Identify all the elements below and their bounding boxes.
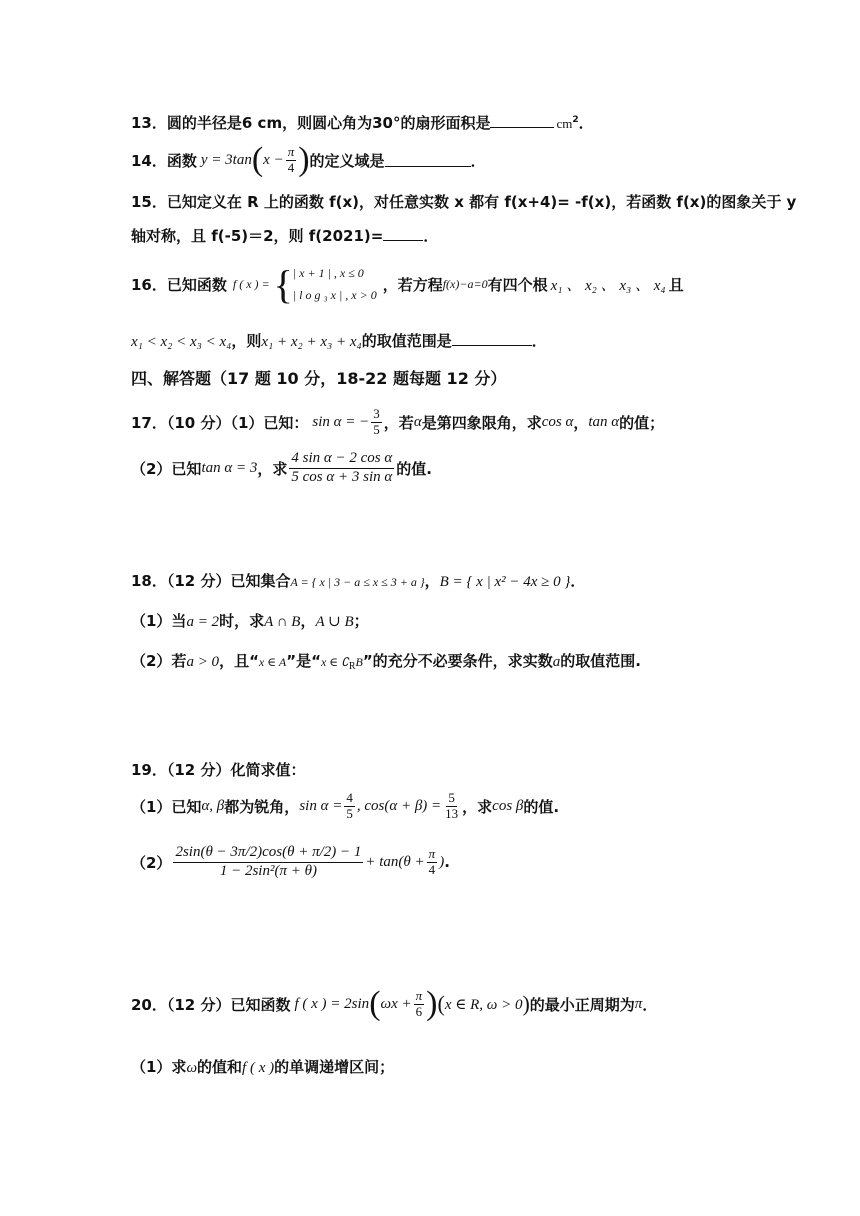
question-14 — [131, 140, 486, 180]
q20-fx2: f ( x ) — [242, 1060, 275, 1076]
q15-line1: 已知定义在 R 上的函数 f(x)，对任意实数 x 都有 f(x+4)= -f(x)，若函数 f(x)的图象关于 y — [166, 193, 797, 211]
q13-text-b: ，则圆心角为 — [282, 114, 373, 132]
q16-case-2: | l o g ₃ x | , x > 0 — [292, 288, 377, 302]
question-18-part1 — [131, 610, 369, 631]
q17-text-b: 是第四象限角，求 — [421, 413, 542, 432]
q15-number: 15． — [131, 193, 167, 211]
q20-period: π — [634, 995, 643, 1012]
question-15-line2 — [131, 225, 438, 246]
q19-cos: , cos(α + β) = — [356, 797, 442, 814]
q18-union: A ∪ B — [315, 614, 354, 630]
q19-part1-d: 的值. — [523, 797, 560, 816]
q16-line2-end: 的取值范围是 — [361, 332, 452, 350]
q17-part2-a: （2）已知 — [131, 459, 202, 478]
answer-blank[interactable] — [385, 153, 471, 168]
question-13 — [131, 112, 594, 133]
q16-text-c: 有四个根 — [487, 275, 548, 294]
question-19-part2 — [131, 832, 450, 892]
q18-set-a: A = { x | 3 − a ≤ x ≤ 3 + a } — [290, 575, 425, 589]
q20-text-a: 的最小正周期为 — [529, 995, 635, 1014]
q20-part1-a: （1）求 — [131, 1058, 187, 1076]
q17-text-a: ，若 — [383, 413, 414, 432]
q19-sin: sin α = — [299, 797, 343, 814]
q16-end: ． — [531, 332, 547, 350]
q17-big-frac — [289, 450, 394, 486]
q18-end: ． — [570, 572, 586, 590]
q14-end: ． — [470, 151, 486, 170]
q18-part2-expr: a > 0 — [186, 654, 220, 670]
q20-pi: π — [415, 987, 423, 1003]
q13-unit-exp: 2 — [572, 115, 579, 125]
q19-close: ) — [439, 853, 445, 870]
q14-inner: x − — [263, 151, 284, 168]
q19-pi: π — [428, 845, 436, 861]
q14-frac-den: 4 — [287, 159, 295, 175]
q19-frac-1 — [344, 791, 355, 822]
q14-frac-num: π — [287, 143, 295, 159]
q14-pi-over-4 — [286, 145, 297, 176]
q17-frac-num: 4 sin α − 2 cos α — [289, 450, 394, 468]
q20-end: ． — [642, 995, 658, 1014]
q19-part1-c: ，求 — [462, 797, 493, 816]
q20-omega: ω — [186, 1060, 198, 1076]
q16-text-d: 且 — [668, 275, 684, 294]
q18-intersect: A ∩ B — [264, 614, 301, 630]
q13-end: ． — [578, 114, 594, 132]
q14-right-paren: ) — [298, 141, 310, 178]
q19-end: . — [444, 853, 450, 871]
q18-cond2-b: B — [355, 655, 363, 669]
q16-cases — [293, 262, 377, 306]
q19-n2: 5 — [448, 789, 455, 805]
q17-den: 5 — [373, 421, 380, 437]
question-16-line2 — [131, 330, 547, 351]
q18-cond2-sub: R — [348, 661, 356, 672]
question-19: 19．（12 分）化简求值： — [131, 761, 306, 779]
q18-part1-a: （1）当 — [131, 612, 187, 630]
q16-fx: f ( x ) = — [232, 276, 270, 291]
q19-d1: 5 — [346, 805, 353, 821]
q15-line2: 轴对称，且 f(-5)＝2，则 f(2021)= — [131, 227, 384, 245]
q19-part2-label: （2） — [131, 853, 172, 872]
q16-sum: x₁ + x₂ + x₃ + x₄ — [261, 334, 362, 350]
question-17-part2 — [131, 446, 432, 490]
q20-pi-over-6 — [414, 989, 425, 1020]
q14-text: 函数 — [166, 151, 197, 170]
section-heading: 四、解答题（17 题 10 分，18-22 题每题 12 分） — [131, 369, 507, 388]
q17-text-c: 的值； — [619, 413, 665, 432]
q18-cond2: x ∈ ∁ — [320, 655, 349, 669]
q18-header: 18．（12 分）已知集合 — [131, 572, 291, 590]
q16-text-b: ，若方程 — [382, 275, 443, 294]
q20-part1-c: 的单调递增区间； — [274, 1058, 395, 1076]
q18-part1-expr: a = 2 — [186, 614, 220, 630]
q17-part2-b: ，求 — [257, 459, 288, 478]
question-17 — [131, 402, 664, 442]
q17-part2-c: 的值. — [396, 459, 432, 478]
question-20-part1 — [131, 1056, 394, 1077]
q18-part1-sep: ， — [300, 612, 316, 630]
q19-big-num: 2sin(θ − 3π/2)cos(θ + π/2) − 1 — [173, 844, 363, 862]
q20-domain: x ∈ R, ω > 0 — [444, 996, 523, 1013]
q17-frac — [371, 407, 382, 438]
q16-order: x₁ < x₂ < x₃ < x₄ — [131, 334, 232, 350]
q19-four: 4 — [428, 861, 436, 877]
question-19-part1 — [131, 786, 559, 826]
q17-num: 3 — [373, 405, 380, 421]
q17-sep: ， — [573, 413, 589, 432]
q18-sep: ， — [424, 572, 440, 590]
q20-part1-b: 的值和 — [197, 1058, 243, 1076]
q19-part1-b: 都为锐角， — [224, 797, 300, 816]
q19-frac-2 — [443, 791, 460, 822]
q17-sin: sin α = − — [312, 413, 370, 430]
q14-text-b: 的定义域是 — [309, 151, 385, 170]
q13-radius: 6 cm — [241, 114, 283, 132]
q19-ab: α, β — [201, 797, 225, 814]
q20-six: 6 — [415, 1003, 423, 1019]
q19-big-frac — [173, 844, 363, 880]
q20-header: 20．（12 分）已知函数 — [131, 995, 291, 1014]
q14-number: 14． — [131, 151, 167, 170]
q20-left-paren: ( — [369, 985, 381, 1022]
q17-alpha: α — [413, 413, 422, 430]
answer-blank[interactable] — [490, 114, 554, 129]
q18-part2-d: ”的充分不必要条件，求实数 — [362, 652, 553, 670]
q14-left-paren: ( — [251, 141, 264, 178]
q19-cosb: cos β — [492, 797, 524, 814]
q18-part2-c: ”是“ — [286, 652, 321, 670]
q19-pi-over-4 — [427, 847, 438, 878]
q16-brace: { — [273, 261, 293, 307]
q17-tan-expr: tan α = 3 — [201, 459, 258, 476]
question-18-part2 — [131, 650, 641, 672]
q18-part2-a: （2）若 — [131, 652, 187, 670]
q18-cond1: x ∈ A — [258, 655, 287, 669]
q20-inner: ωx + — [380, 995, 412, 1012]
q18-set-b: B = { x | x² − 4x ≥ 0 } — [439, 574, 571, 590]
q14-expr: y = 3tan — [200, 151, 252, 168]
q13-text-c: 的扇形面积是 — [400, 114, 491, 132]
q13-angle: 30° — [372, 114, 401, 132]
question-18 — [131, 570, 585, 591]
question-15 — [131, 191, 796, 212]
q16-line2-text: ，则 — [231, 332, 262, 350]
q17-cos: cos α — [541, 413, 574, 430]
q16-case-1: | x + 1 | , x ≤ 0 — [292, 266, 364, 280]
q17-header: 17．（10 分）（1）已知： — [131, 413, 309, 432]
q19-n1: 4 — [346, 789, 353, 805]
q16-number: 16． — [131, 275, 167, 294]
q16-equation: f(x)−a=0 — [442, 276, 488, 291]
q18-part2-b: ，且“ — [219, 652, 259, 670]
question-20 — [131, 982, 657, 1026]
q18-a-var: a — [552, 654, 561, 670]
q20-fx: f ( x ) = 2sin — [294, 995, 370, 1012]
q19-d2: 13 — [445, 805, 459, 821]
q17-tan: tan α — [588, 413, 620, 430]
q20-right-paren: ) — [426, 985, 438, 1022]
answer-blank[interactable] — [383, 227, 423, 242]
q13-text: 圆的半径是 — [166, 114, 242, 132]
q19-plus-tan: + tan(θ + — [365, 853, 425, 870]
q20-domain-close: ) — [522, 991, 530, 1016]
question-16 — [131, 258, 684, 310]
q17-frac-den: 5 cos α + 3 sin α — [291, 468, 393, 485]
q18-part1-b: 时，求 — [219, 612, 265, 630]
answer-blank[interactable] — [452, 332, 532, 347]
q16-roots: x₁ 、 x₂ 、 x₃ 、 x₄ — [550, 277, 666, 294]
q13-number: 13． — [131, 114, 167, 132]
q15-end: ． — [423, 227, 439, 245]
q19-part1-a: （1）已知 — [131, 797, 202, 816]
q18-part2-e: 的取值范围. — [560, 652, 641, 670]
q13-unit: cm — [556, 116, 573, 131]
q20-domain-open: ( — [437, 991, 445, 1016]
q18-part1-end: ； — [353, 612, 369, 630]
q16-text: 已知函数 — [166, 275, 227, 294]
q19-big-den: 1 − 2sin²(π + θ) — [219, 862, 317, 879]
